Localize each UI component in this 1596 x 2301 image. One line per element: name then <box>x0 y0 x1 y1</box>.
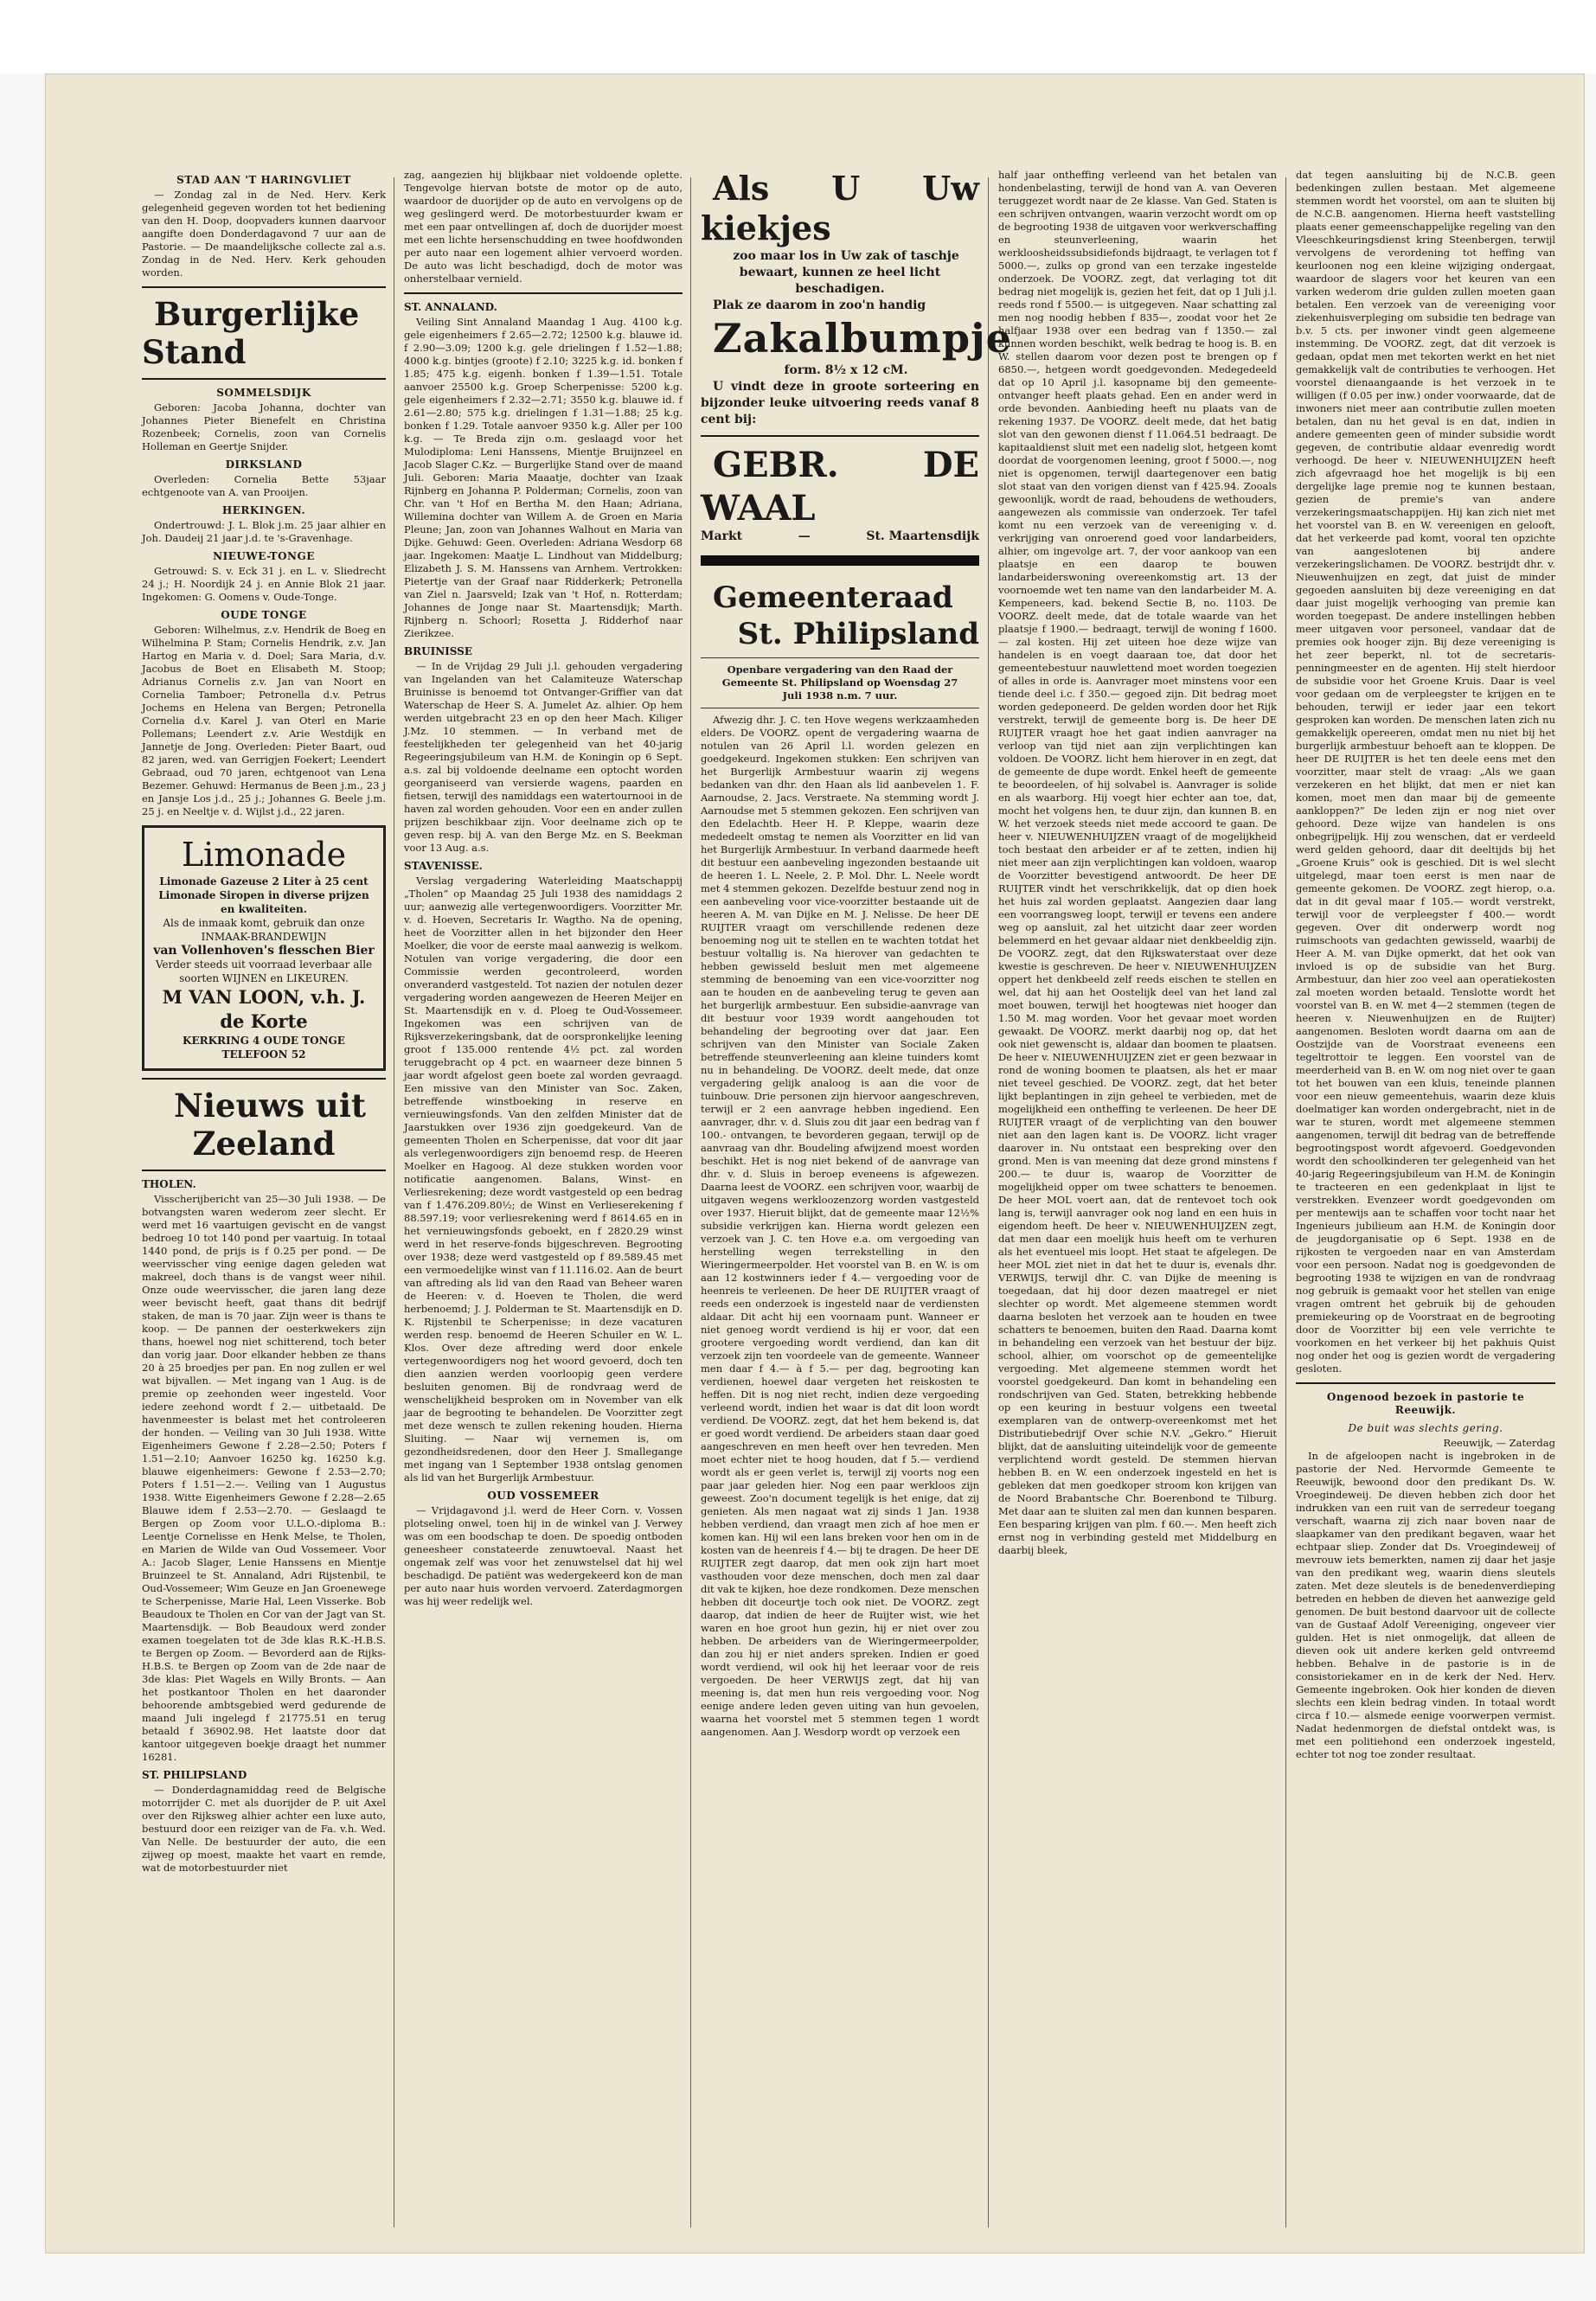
article-subheading: De buit was slechts gering. <box>1348 1422 1503 1434</box>
ad-shop-name: GEBR. DE WAAL <box>701 445 979 529</box>
column-1 <box>142 169 386 1875</box>
article-text: zag, aangezien hij blijkbaar niet voldoende oplette. Tengevolge hiervan botste de motor op de auto, waardoor de duorijder op de auto en vervolgens op de weg geslingerd werd. De motorbestuurder kwam er met een paar ontvellingen af, doch de duorijder moest met een lichte hersenschudding en twee hoofdwonden per auto naar een logement alhier vervoerd worden. De auto was licht beschadigd, doch de motor was onherstelbaar vernield. <box>404 169 683 285</box>
article-text: Verslag vergadering Waterleiding Maatschappij „Tholen” op Maandag 25 Juli 1938 des namiddags 2 uur; aanwezig alle vertegenwoordigers. Voorzitter Mr. v. d. Hoeven, Secretaris Ir. Wagtho. Na de opening, heet de Voorzitter allen in het bijzonder den Heer Moelker, die voor de eerste maal aanwezig is welkom. Notulen van vorige vergadering, die door een Commissie werden gecontroleerd, worden onveranderd vastgesteld. Tot nazien der notulen dezer vergadering worden aangewezen de Heeren Meijer en St. Maartensdijk en v. d. Ploeg te Oud-Vossemeer. Ingekomen was een schrijven van de Rijksverzekeringsbank, dat de oorspronkelijke leening groot f 135.000 rentende 4½ pct. zal worden teruggebracht op 4 pct. en waarneer deze binnen 5 jaar wordt afgelost geen boete zal worden gevraagd. Een missive van den Minister van Soc. Zaken, betreffende winstboeking in reserve en vernieuwingsfonds. Van den zelfden Minister dat de Jaarstukken over 1936 zijn goedgekeurd. Van de gemeenten Tholen en Scherpenisse, dat voor dit jaar als verlegenwoordigers zijn benoemd resp. de Heeren Moelker en Hagoog. Al deze stukken worden voor notificatie aangenomen. Balans, Winst- en Verliesrekening; deze wordt vastgesteld op een bedrag van f 1.476.209.80½; de Winst en Verlieserekening f 88.597.19; voor verliesrekening werd f 8614.65 en in het vernieuwingsfonds geboekt, en f 2820.29 winst werd in het reserve-fonds bijgeschreven. Begrooting over 1938; deze werd vastgesteld op f 89.589.45 met een vermoedelijke winst van f 11.116.02. Aan de beurt van aftreding als lid van den Raad van Beheer waren de Heeren: v. d. Hoeven te Tholen, die werd herbenoemd; J. J. Polderman te St. Maartensdijk en D. K. Rijstenbil te Scherpenisse; in deze vacaturen werden resp. benoemd de Heeren Schuiler en W. L. Klos. Over deze aftreding werd door enkele vertegenwoordigers nog het woord gevoerd, doch ten dien aanzien werden voorloopig geen verdere besluiten genomen. Bij de rondvraag werd de wenschelijkheid besproken om in November van elk jaar de begrooting te behandelen. De Voorzitter zegt met deze wensch te zullen rekening houden. Hierna Sluiting. — Naar wij vernemen is, om gezondheidsredenen, door den Heer J. Smallegange met ingang van 1 September 1938 ontslag genomen als lid van het Burgerlijk Armbestuur. <box>404 875 683 1484</box>
newspaper-page <box>45 74 1585 2253</box>
ad-title: Limonade <box>181 836 347 874</box>
article-text: Geboren: Jacoba Johanna, dochter van Johannes Pieter Bienefelt en Christina Rozenbeek; Cornelis, zoon van Cornelis Holleman en Geertje Snijder. <box>142 401 386 452</box>
ad-line: Verder steeds uit voorraad leverbaar alle soorten WIJNEN en LIKEUREN. <box>155 958 373 984</box>
ad-phone: TELEFOON 52 <box>221 1048 306 1061</box>
article-text: In de afgeloopen nacht is ingebroken in de pastorie der Ned. Hervormde Gemeente te Reeuwijk, bewoond door den predikant Ds. W. Vroegindeweij. De dieven hebben zich door het indrukken van een ruit van de serredeur toegang verschaft, waarna zij zich naar boven naar de slaapkamer van den predikant begaven, waar het echtpaar sliep. Zonder dat Ds. Vroegindeweij of mevrouw iets bemerkten, namen zij daar het jasje van den predikant weg, waarin diens sleutels zaten. Met deze sleutels is de benedenverdieping betreden en hebben de dieven het aanwezige geld genomen. De buit bestond daarvoor uit de collecte van de Gustaaf Adolf Vereeniging, ongeveer vier gulden. Het is niet onmogelijk, dat alleen de dieven ook uit andere kerken geld ontvreemd hebben. Behalve in de pastorie is in de consistoriekamer en in de kerk der Ned. Herv. Gemeente ingebroken. Ook hier konden de dieven slechts een klein bedrag vinden. In totaal wordt circa f 10.— alsmede eenige voorwerpen vermist. Nadat hedenmorgen de diefstal ontdekt was, is met een politiehond een onderzoek ingesteld, echter tot nog toe zonder resultaat. <box>1296 1450 1555 1760</box>
divider <box>142 1170 386 1171</box>
ad-line: zoo maar los in Uw zak of taschje bewaart, kunnen ze heel licht beschadigen. <box>733 249 959 296</box>
section-title: St. Philipsland <box>737 617 979 651</box>
ad-address <box>701 530 979 543</box>
ad-line: U vindt deze in groote sorteering en bijzonder leuke uitvoering reeds vanaf 8 cent bij: <box>701 380 979 426</box>
column-divider <box>1285 177 1286 2227</box>
town-heading: DIRKSLAND <box>225 458 303 471</box>
article-subheading: Openbare vergadering van den Raad der Gemeente St. Philipsland op Woensdag 27 Juli 1938 n.m. 7 uur. <box>721 663 958 702</box>
town-heading: BRUINISSE <box>404 645 472 657</box>
ad-line: Limonade Gazeuse 2 Liter à 25 cent <box>159 875 369 888</box>
article-heading: Ongenood bezoek in pastorie te Reeuwijk. <box>1326 1391 1525 1416</box>
ad-line: Plak ze daarom in zoo'n handig <box>713 298 926 312</box>
article-text: Ondertrouwd: J. L. Blok j.m. 25 jaar alhier en Joh. Daudeij 21 jaar j.d. te 's-Gravenhage. <box>142 519 386 544</box>
article-text: — Donderdagnamiddag reed de Belgische motorrijder C. met als duorijder de P. uit Axel over den Rijksweg alhier achter een luxe auto, bestuurd door een reiziger van de Fa. v.h. Wed. Van Nelle. De bestuurder der auto, die een zijweg op moest, maakte het vaart en remde, wat de motorbestuurder niet <box>142 1784 386 1874</box>
heavy-rule <box>701 555 979 566</box>
ad-title: Als U Uw kiekjes <box>701 169 979 247</box>
ad-address: KERKRING 4 OUDE TONGE <box>183 1035 345 1047</box>
ad-shop-name: M VAN LOON, v.h. J. de Korte <box>162 986 366 1032</box>
zakalbum-advertisement <box>701 169 1012 543</box>
divider <box>142 286 386 288</box>
town-heading: HERKINGEN. <box>221 504 306 516</box>
divider <box>701 657 979 658</box>
ad-address-town: St. Maartensdijk <box>866 529 979 543</box>
divider <box>701 435 979 437</box>
article-text: Veiling Sint Annaland Maandag 1 Aug. 4100 k.g. gele eigenheimers f 2.65—2.72; 12500 k.g. blauwe id. f 2.90—3.09; 1200 k.g. gele drielingen f 1.52—1.88; 4000 k.g. bintjes (groote) f 2.10; 3225 k.g. id. bonken f 1.85; 475 k.g. eigenh. bonken f 1.39—1.51. Totale aanvoer 25500 k.g. Groep Scherpenisse: 5200 k.g. gele eigenheimers f 2.32—2.71; 3550 k.g. blauwe id. f 2.61—2.80; 575 k.g. drielingen f 1.31—1.88; 25 k.g. bonken f 1.29. Totale aanvoer 9350 k.g. Aller per 100 k.g. — Te Breda zijn o.m. geslaagd voor het Mulodiploma: Leni Hanssens, Mientje Bruijnzeel en Jacob Slager C.Kz. — Burgerlijke Stand over de maand Juli. Geboren: Maria Maaatje, dochter van Izaak Rijnberg en Johanna P. Polderman; Cornelis, zoon van Chr. van 't Hof en Bertha M. den Haan; Adriana, Willemina dochter van Willem A. de Groen en Maria Pleune; Jan, zoon van Johannes Walhout en Maria van Dijke. Gehuwd: Geen. Overleden: Adriana Wesdorp 68 jaar. Ingekomen: Maatje L. Lindhout van Middelburg; Elizabeth J. S. M. Hanssens van Arnhem. Vertrokken: Pietertje van der Graaf naar Ridderkerk; Petronella van Ziel n. Jaarsveld; Izak van 't Hof, n. Rotterdam; Johannes de Jonge naar St. Maartensdijk; Marth. Rijnberg n. Schoorl; Rosetta J. Ridderhof naar Zierikzee. <box>404 316 683 639</box>
scanner-background <box>0 0 1596 74</box>
limonade-advertisement <box>142 825 386 1071</box>
article-text: Geboren: Wilhelmus, z.v. Hendrik de Boeg en Wilhelmina P. Stam; Cornelis Hendrik, z.v. Jan Hartog en Maria v. d. Doel; Sara Maria, d.v. Jacobus de Boet en Elisabeth M. Stoop; Adrianus Cornelis z.v. Jan van Noort en Cornelia Tamboer; Petronella d.v. Petrus Jochems en Helena van Bergen; Petronella Cornelia d.v. Karel J. van Oterl en Marie Pollemans; Leendert z.v. Arie Westdijk en Jannetje de Jong. Overleden: Pieter Baart, oud 82 jaren, wed. van Gerrigjen Foekert; Leendert Gebraad, oud 70 jaren, echtgenoot van Lena Bezemer. Gehuwd: Hermanus de Been j.m., 23 j en Jansje Los j.d., 25 j.; Johannes G. Beele j.m. 25 j. en Neeltje v. d. Wijlst j.d., 22 jaren. <box>142 624 386 817</box>
town-heading: ST. ANNALAND. <box>404 301 497 313</box>
section-heading: STAD AAN 'T HARINGVLIET <box>176 174 351 186</box>
column-5 <box>1296 169 1555 1761</box>
column-divider <box>988 177 989 2227</box>
town-heading: OUD VOSSEMEER <box>487 1490 599 1502</box>
column-4 <box>998 169 1277 1557</box>
divider <box>142 378 386 380</box>
section-title: Gemeenteraad <box>713 580 953 615</box>
town-heading: SOMMELSDIJK <box>216 387 311 399</box>
town-heading: OUDE TONGE <box>221 609 307 621</box>
town-heading: STAVENISSE. <box>404 860 483 872</box>
ad-size: form. 8½ x 12 cM. <box>784 363 908 377</box>
column-2 <box>404 169 683 1608</box>
section-title: Burgerlijke Stand <box>142 295 360 371</box>
section-title: Nieuws uit Zeeland <box>174 1086 366 1163</box>
article-text: dat tegen aansluiting bij de N.C.B. geen bedenkingen zullen bestaan. Met algemeene stemmen wordt het voorstel, om aan te sluiten bij de N.C.B. aangenomen. Hierna heeft vaststelling plaats eener gemeenschappelijke regeling van den Vleeschkeuringsdienst kring Steenbergen, terwijl vervolgens de verordening tot heffing van keurloonen nog een kleine wijziging ondergaat, waardoor de slagers voor het keuren van een varken wederom drie gulden zullen moeten gaan betalen. Een verzoek van de vereeniging voor ziekenhuisverpleging om subsidie ten bedrage van b.v. 5 cts. per inwoner vindt geen algemeene instemming. De VOORZ. zegt, dat dit verzoek is gedaan, opdat men met tekorten werkt en het niet gemakkelijk valt de contributies te verhoogen. Het voorstel dienaangaande is het verzoek in te willigen (f 0.05 per inw.) onder voorwaarde, dat de inwoners niet meer aan contributie zullen moeten betalen, dan nu het geval is en dat, indien in andere gemeenten geen of minder subsidie wordt gegeven, de contributie aldaar evenredig wordt verhoogd. De heer v. NIEUWENHUIJZEN heeft zich afgevraagd hoe het mogelijk is bij een dergelijke lage premie nog te kunnen bestaan, gezien de premie's van andere verzekeringsmaatschappijen. Hij kan zich niet met het voorstel van B. en W. vereenigen en gelooft, dat het verkeerde pad komt, vooral ten opzichte van aangeslotenen bij andere verzekeringslichamen. De VOORZ. bestrijdt dhr. v. Nieuwenhuijzen en zegt, dat juist de minder gegoeden aansluiten bij deze vereeniging en dat daar juist mogelijk verhooging van premie kan worden toegepast. De andere instellingen hebben meer uitgaven voor personeel, vandaar dat de premies ook hooger zijn. Bij deze vereeniging is het zeer beperkt, nl. tot de secretaris-penningmeester en de agenten. Hij stelt hierdoor de subsidie voor het Groene Kruis. Daar is veel voor gedaan om de verpleegster te krijgen en te behouden, terwijl er ieder jaar een tekort gesproken kan worden. De menschen laten zich nu gemakkelijk opereeren, omdat men nu niet bij het burgerlijk armbestuur behoeft aan te kloppen. De heer DE RUIJTER is het ten deele eens met den voorzitter, maar stelt de vraag: „Als we gaan verzekeren en het blijkt, dat men er niet kan komen, moet men dan maar bij de gemeente aankloppen?” De leden zijn er nog niet over gehoord. Deze wijze van handelen is ons onbegrijpelijk. Hij zou wenschen, dat er verdeeld werd gelden gehoord, daar dit deeltijds bij het „Groene Kruis” ook is geschied. Dit is wel slecht uitgelegd, maar toen eerst is men naar de gemeente gekomen. De VOORZ. zegt hierop, o.a. dat in dit geval maar f 105.— wordt verstrekt, terwijl voor de verpleegster f 400.— wordt gegeven. Over dit onderwerp wordt nog ruimschoots van gedachten gewisseld, waarbij de Heer A. M. van Dijke opmerkt, dat het ook van invloed is op de subsidie van het Burg. Armbestuur, dan hier zoo veel aan operatiekosten zal moeten worden betaald. Tenslotte wordt het voorstel van B. en W. met 4—2 stemmen (tegen de heeren v. Nieuwenhuijzen en de Ruijter) aangenomen. Besloten wordt daarna om aan de Oostzijde van de Voorstraat eveneens een tegeltrottoir te leggen. Een voorstel van de meerderheid van B. en W. om nog niet over te gaan tot het bouwen van een kluis, teneinde plannen voor een nieuw gemeentehuis, waarin deze kluis doelmatiger kan worden ondergebracht, niet in de war te sturen, wordt met algemeene stemmen aangenomen, terwijl dit bedrag van de betreffende begrootingspost wordt afgevoerd. Goedgevonden wordt den schoolkinderen ter gelegenheid van het 40-jarig Regeeringsjubileum van H.M. de Koningin te tracteeren en een gedenkplaat in lijst te verstrekken. Evenzeer wordt goedgevonden om per mentewijs aan te schaffen voor tocht naar het Ingenieurs jubilieum aan H.M. de Koningin door de jeugdorganisatie op 6 Sept. 1938 en de rijkosten te vergoeden naar en van Amsterdam voor een persoon. Nadat nog is goedgevonden de begrooting 1938 te wijzigen en van de rondvraag nog gebruik is gemaakt voor het stellen van enige vragen omtrent het gebruik bij de gehouden premiekeuring op de Voorstraat en de begrooting door de Voorzitter bij een vele verrichte te voorkomen en het verkeer bij het pakhuis Quist nog onder het oog is gezien wordt de vergadering gesloten. <box>1296 169 1555 1375</box>
ad-line: van Vollenhoven's flesschen Bier <box>153 944 375 958</box>
ad-line: Als de inmaak komt, gebruik dan onze INMAAK-BRANDEWIJN <box>163 917 365 943</box>
town-heading: NIEUWE-TONGE <box>213 550 315 562</box>
article-text: — Vrijdagavond j.l. werd de Heer Corn. v. Vossen plotseling onwel, toen hij in de winkel van J. Verwey was om een boodschap te doen. De spoedig ontboden geneesheer constateerde zenuwtoeval. Naast het ongemak zelf was voor het zenuwstelsel dat hij wel beschadigd. De patiënt was wedergekeerd kon de man per auto naar huis worden vervoerd. Zaterdagmorgen was hij weer redelijk wel. <box>404 1504 683 1607</box>
article-text: — In de Vrijdag 29 Juli j.l. gehouden vergadering van Ingelanden van het Calamiteuze Waterschap Bruinisse is benoemd tot Ontvanger-Griffier van dat Waterschap de Heer S. A. Jumelet Az. alhier. Op hem werden uitgebracht 23 en op den heer Mach. Kiliger J.Mz. 10 stemmen. — In verband met de feestelijkheden ter gelegenheid van het 40-jarig Regeeringsjubileum van H.M. de Koningin op 6 Sept. a.s. zal bij voldoende deelname een optocht worden georganiseerd van versierde wagens, paarden en fietsen, terwijl des namiddags een watertournooi in de haven zal worden gehouden. Voor een en ander zullen prijzen beschikbaar zijn. Voor deelname zich op te geven resp. bij A. van den Berge Mz. en S. Beekman voor 13 Aug. a.s. <box>404 660 683 854</box>
town-heading: THOLEN. <box>142 1178 196 1190</box>
column-3 <box>701 169 1012 1739</box>
article-text: Overleden: Cornelia Bette 53jaar echtgenoote van A. van Prooijen. <box>142 473 386 498</box>
ad-line: Limonade Siropen in diverse prijzen en kwaliteiten. <box>158 889 369 915</box>
divider <box>1296 1382 1555 1384</box>
divider <box>142 1078 386 1080</box>
ad-address-street: Markt <box>701 529 743 543</box>
ad-address-dash: — <box>798 529 811 543</box>
article-text: — Zondag zal in de Ned. Herv. Kerk gelegenheid gegeven worden tot het bediening van den H. Doop, doopvaders kunnen daarvoor aangifte doen Donderdagavond 7 uur aan de Pastorie. — De maandelijksche collecte zal a.s. Zondag in de Ned. Herv. Kerk gehouden worden. <box>142 189 386 279</box>
divider <box>404 292 683 294</box>
article-dateline: Reeuwijk, — Zaterdag <box>1443 1437 1555 1449</box>
ad-product: Zakalbumpje <box>713 315 1012 362</box>
article-text: Visscherijbericht van 25—30 Juli 1938. — De botvangsten waren wederom zeer slecht. Er werd met 16 vaartuigen gevischt en de vangst bedroeg 10 tot 140 pond per vaartuig. In totaal 1440 pond, de prijs is f 0.25 per pond. — De weervisscher ving eenige dagen geleden wat makreel, doch thans is de vangst weer nihil. Onze oude weervisscher, die jaren lang deze weer bevischt heeft, gaat thans dit bedrijf staken, de man is 70 jaar. Zijn weer is thans te koop. — De pannen der oesterkwekers zijn thans, hoewel nog niet schitterend, toch beter dan vorig jaar. Door elkander hebben ze thans 20 à 25 broedjes per pan. En nog zullen er wel wat bijvallen. — Met ingang van 1 Aug. is de premie op zeehonden weer ingesteld. Voor iedere zeehond wordt f 2.— uitbetaald. De havenmeester is belast met het controleeren der honden. — Veiling van 30 Juli 1938. Witte Eigenheimers Gewone f 2.28—2.50; Poters f 1.51—2.10; Aanvoer 16250 kg. 16250 k.g. blauwe eigenheimers: Gewone f 2.53—2.70; Poters f 1.51—2.—. Veiling van 1 Augustus 1938. Witte Eigenheimers Gewone f 2.28—2.65 Blauwe idem f 2.53—2.70. — Geslaagd te Bergen op Zoom voor U.L.O.-diploma B.: Leentje Cornelisse en Henk Melse, te Tholen, en Marien de Wilde van Oud Vossemeer. Voor A.: Jacob Slager, Lenie Hanssens en Mientje Bruinzeel te St. Annaland, Adri Rijstenbil, te Oud-Vossemeer; Wim Geuze en Jan Groenewege te Scherpenisse, Marie Hal, Leen Visserke. Bob Beaudoux te Tholen en Cor van der Jagt van St. Maartensdijk. — Bob Beaudoux werd zonder examen toegelaten tot de 3de klas R.K.-H.B.S. te Bergen op Zoom. — Bevorderd aan de Rijks-H.B.S. te Bergen op Zoom van de 2de naar de 3de klas: Piet Wagels en Willy Bronts. — Aan het postkantoor Tholen en het daaronder behoorende ambtsgebied werd gedurende de maand Juli ingelegd f 21775.51 en terug betaald f 36902.98. Het laatste door dat kantoor uitgegeven boekje draagt het nummer 16281. <box>142 1193 386 1763</box>
article-text: Afwezig dhr. J. C. ten Hove wegens werkzaamheden elders. De VOORZ. opent de vergadering waarna de notulen van 26 April l.l. worden gelezen en goedgekeurd. Ingekomen stukken: Een schrijven van het Burgerlijk Armbestuur waarin zij wegens bedanken van dhr. den Haan als lid aanbevelen 1. F. Aarnoudse, 2. Jacs. Verstraete. Na stemming wordt J. Aarnoudse met 5 stemmen gekozen. Een schrijven van den Edelachtb. Heer H. P. Kleppe, waarin deze mededeelt omstag te nemen als Voorzitter en lid van het Burgerlijk Armbestuur. In verband daarmede heeft dit bestuur een aanbeveling ingezonden bestaande uit de heeren 1. L. Neele, 2. P. Mol. Dhr. L. Neele wordt met 4 stemmen gekozen. Dezelfde bestuur zend nog in een aanbeveling voor vice-voorzitter bestaande uit de heeren A. M. van Dijke en M. J. Nelisse. De heer DE RUIJTER vraagt om verschillende redenen deze benoeming nog uit te stellen en te wachten totdat het bestuur voltallig is. Na hierover van gedachten te hebben gewisseld besluit men met algemeene stemming de benoeming van een vice-voorzitter nog aan te houden en de aanbeveling terug te geven aan het burgerlijk armbestuur. Een subsidie-aanvrage van dit bestuur voor 1939 wordt aangehouden tot behandeling der begrooting over dat jaar. Een schrijven van den Minister van Sociale Zaken betreffende steunverleening aan kleine tuinders komt nu in behandeling. De VOORZ. deelt mede, dat onze vergadering gelijk analoog is aan die voor de tuinbouw. Drie personen zijn hiervoor aangeschreven, terwijl er 2 een aanvrage hebben ingediend. Een aanvrager, dhr. v. d. Sluis zou dit jaar een bedrag van f 100.- ontvangen, te bevorderen gegaan, terwijl op de aanvraag van dhr. Boudeling afwijzend moest worden beschikt. Het is nog niet bekend of de aanvrage van dhr. v. d. Sluis in beroep eveneens is afgewezen. Daarna leest de VOORZ. een schrijven voor, waarbij de uitgaven wegens werkloozenzorg worden vastgesteld over 1937. Hieruit blijkt, dat de gemeente maar 12½% subsidie verkrijgen kan. Hierna wordt gelezen een verzoek van J. C. ten Hove e.a. om vergoeding van herstelling wegen terrekstelling in den Wieringermeerpolder. Het voorstel van B. en W. is om aan 12 kostwinners ieder f 4.— vergoeding voor de heenreis te verleenen. De heer DE RUIJTER vraagt of reeds een onderzoek is ingesteld naar de verdiensten aldaar. Dit acht hij een voornaam punt. Wanneer er niet genoeg wordt verdiend is hij er voor, dat een grootere vergoeding wordt verdiend, dan kan dit verzoek zijn ten voordeele van de gemeente. Wanneer men daar f 4.— à f 5.— per dag, begrooting kan verdienen, hoewel daar vergeten het reiskosten te heffen. Dit is nog niet recht, indien deze vergoeding verleend wordt, indien het waar is dat dit loon wordt verdiend. De VOORZ. zegt, dat het hem bekend is, dat er goed wordt verdiend. De arbeiders staan daar goed aangeschreven en men heeft over hen tevreden. Men moet echter niet te hoog houden, dat f 5.— verdiend wordt als er geen verlet is, terwijl zij voorts nog een paar jaar geleden hier. Nog een paar werkloos zijn geweest. Zoo'n document tegelijk is het enige, dat zij genieten. Als men nagaat wat zij sinds 1 Jan. 1938 hebben verdiend, dan vraagt men zich af hoe men er komen kan. Hij wil een lans breken voor hen om in de kosten van de heenreis f 4.— bij te dragen. De heer DE RUIJTER zegt daarop, dat men ook zijn hart moet vasthouden voor deze menschen, doch men zal daar dit vak te kijken, hoe deze rondkomen. Deze menschen hebben dit doceurtje toch ook niet. De VOORZ. zegt daarop, dat indien de heer de Ruijter wist, wie het waren en hoe groot hun gezin, hij er niet over zou hebben. De arbeiders van de Wieringermeerpolder, dan zou hij er niet anders spreken. Indien er goed wordt verdiend, wil ook hij het leeraar voor de reis vergoeden. De heer VERWIJS zegt, dat hij van meening is, dat men hun reis vergoeding voor. Nog eenige andere leden geven uiting van hun gevoelen, waarna het voorstel met 5 stemmen tegen 1 wordt aangenomen. Aan J. Wesdorp wordt op verzoek een <box>701 714 979 1738</box>
article-text: half jaar ontheffing verleend van het betalen van hondenbelasting, terwijl de hond van A. van Oeveren teruggezet wordt naar de 2e klasse. Van Ged. Staten is een schrijven ontvangen, waarin verzocht wordt om op de begrooting 1938 de uitgaven voor werkverschaffing en steunverleening, waarin het werkloosheidssubsidiefonds bijdraagt, te verlagen tot f 5000.—, zulks op grond van een terzake ingestelde onderzoek. De VOORZ. zegt, dat verlaging tot dit bedrag niet mogelijk is, gezien het feit, dat op 1 Juli j.l. reeds rond f 5500.— is uitgegeven. Naar schatting zal men nog noodig hebben f 835—, zoodat voor het 2e halfjaar 1938 over een bedrag van f 1350.— zal kunnen worden beschikt, welk bedrag te hoog is. B. en W. stellen daarom voor dezen post te brengen op f 6850.—, hetgeen wordt goedgevonden. Medegedeeld dat op 10 April j.l. kasopname bij den gemeente-ontvanger heeft plaats gehad. Een en ander werd in orde bevonden. Aanbieding heeft nu plaats van de rekening 1937. De VOORZ. deelt mede, dat het batig slot van den gewonen dienst f 11.064.51 bedraagt. De kapitaaldienst sluit met een nadelig slot, hetgeen komt doordat de voorgenomen leening, groot f 5000.—, nog niet is opgenomen, terwijl daartegenover een batig slot staat van den vorigen dienst van f 425.94. Zooals gewoonlijk, wordt de raad, behoudens de wethouders, aangewezen als commissie van onderzoek. Ter tafel komt nu een verzoek van de vereeniging v. d. verkrijging van onroerend goed voor landarbeiders, alhier, om ingevolge art. 7, der voor aankoop van een plaatsje en een daarop te bouwen landarbeiderswoning overeenkomstig art. 13 der voornoemde wet ten name van den landarbeider M. A. Kempeneers, kad. bekend Sectie B, no. 1103. De VOORZ. deelt mede, dat de totale waarde van het plaatsje f 1900.— bedraagt, terwijl de woning f 1600.— zal kosten. Hij zet uiteen hoe deze wijze van handelen is en voegt daaraan toe, dat door het gemeentebestuur nauwlettend moet worden toegezien of alles in orde is. Aanvrager moet minstens voor een tiende deel i.c. f 350.— gegoed zijn. Dit bedrag moet worden gedeponeerd. De gelden worden door het Rijk verstrekt, terwijl de gemeente borg is. De heer DE RUIJTER vraagt hoe het gaat indien aanvrager na verloop van tijd niet aan zijn verplichtingen kan voldoen. De VOORZ. licht hem hierover in en zegt, dat de gemeente de dupe wordt. Enkel heeft de gemeente te beoordeelen, of hij solvabel is. Aanvrager is solide en als waarborg. Hij voegt hier echter aan toe, dat, mocht het volgens hen, te duur zijn, dan kunnen B. en W. het verzoek steeds niet mede accoord te gaan. De heer v. NIEUWENHUIJZEN vraagt of de mogelijkheid toch bestaat den arbeider er af te zetten, indien hij niet meer aan zijn verplichtingen kan voldoen, waarop de Voorzitter bevestigend antwoordt. De heer DE RUIJTER vindt het verschrikkelijk, dat op dien hoek het huis zal worden geplaatst. Aangezien daar lang een voorrangsweg loopt, terwijl er tevens een andere weg op aansluit, zal het uitzicht daar zeer worden belemmerd en het gevaar aldaar niet denkbeeldig zijn. De VOORZ. zegt, dat den Rijkswaterstaat over deze kwestie is geschreven. De heer v. NIEUWENHUIJZEN oppert het denkbeeld zelf reeds eischen te stellen en wel, dat hij aan het Oostelijk deel van het land zal moet bouwen, terwijl het hoogtewas niet hooger dan 1.50 M. mag worden. Voor het gevaar moet worden gewaakt. De VOORZ. merkt daarbij nog op, dat het ook niet gewenscht is, aldaar dan boomen te plaatsen. De heer v. NIEUWENHUIJZEN ziet er geen bezwaar in rond de woning boomen te plaatsen, als het er maar niet teveel geschied. De VOORZ. zegt, dat het beter lijkt beplantingen in zijn geheel te verbieden, met de mogelijkheid een ontheffing te verleenen. De heer DE RUIJTER vraagt of de verplichting van den bouwer niet aan den lagen kant is. De VOORZ. licht vrager daarover in. Nu ontstaat een bespreking over den grond. Men is van meening dat deze grond minstens f 200.— te duur is, waarop de Voorzitter de mogelijkheid opper om twee schatters te benoemen. De heer MOL voert aan, dat de rentevoet toch ook lang is, terwijl aanvrager ook nog land en een huis in eigendom heeft. De heer v. NIEUWENHUIJZEN zegt, dat men daar een moelijk huis heeft om te verhuren als het eventueel mis loopt. Het staat te afgelegen. De heer MOL ziet niet in dat het te duur is, evenals dhr. VERWIJS, terwijl dhr. C. van Dijke de meening is toegedaan, dat hij door dezen maatregel er niet slechter op wordt. Met algemeene stemmen wordt daarna besloten het verzoek aan te houden en twee schatters te benoemen, buiten den Raad. Daarna komt in behandeling een verzoek van het bestuur der bijz. school, alhier, om voorschot op de gemeentelijke vergoeding. Met algemeene stemmen wordt het voorstel goedgekeurd. Dan komt in behandeling een rondschrijven van Ged. Staten, betrekking hebbende op een keuring in bestuur volgens een tweetal exemplaren van de ontwerp-overeenkomst met het Distributiebedrijf Over schie N.V. „Gekro.” Hieruit blijkt, dat de aansluiting uiteindelijk voor de gemeente verplichtend wordt gesteld. De stemmen hiervan hebben B. en W. een onderzoek ingesteld en het is gebleken dat men goedkoper stroom kon krijgen van de Noord Brabantsche Chr. Boerenbond te Tilburg. Met daar aan te sluiten zal men dan kunnen besparen. Een besparing krijgen van plm. f 60.—. Men heeft zich ernst nog in verbinding gesteld met Middelburg en daarbij bleek, <box>998 169 1277 1556</box>
column-divider <box>690 177 691 2227</box>
article-text: Getrouwd: S. v. Eck 31 j. en L. v. Sliedrecht 24 j.; H. Noordijk 24 j. en Annie Blok 21 jaar. Ingekomen: G. Oomens v. Oude-Tonge. <box>142 565 386 603</box>
town-heading: ST. PHILIPSLAND <box>142 1769 247 1781</box>
